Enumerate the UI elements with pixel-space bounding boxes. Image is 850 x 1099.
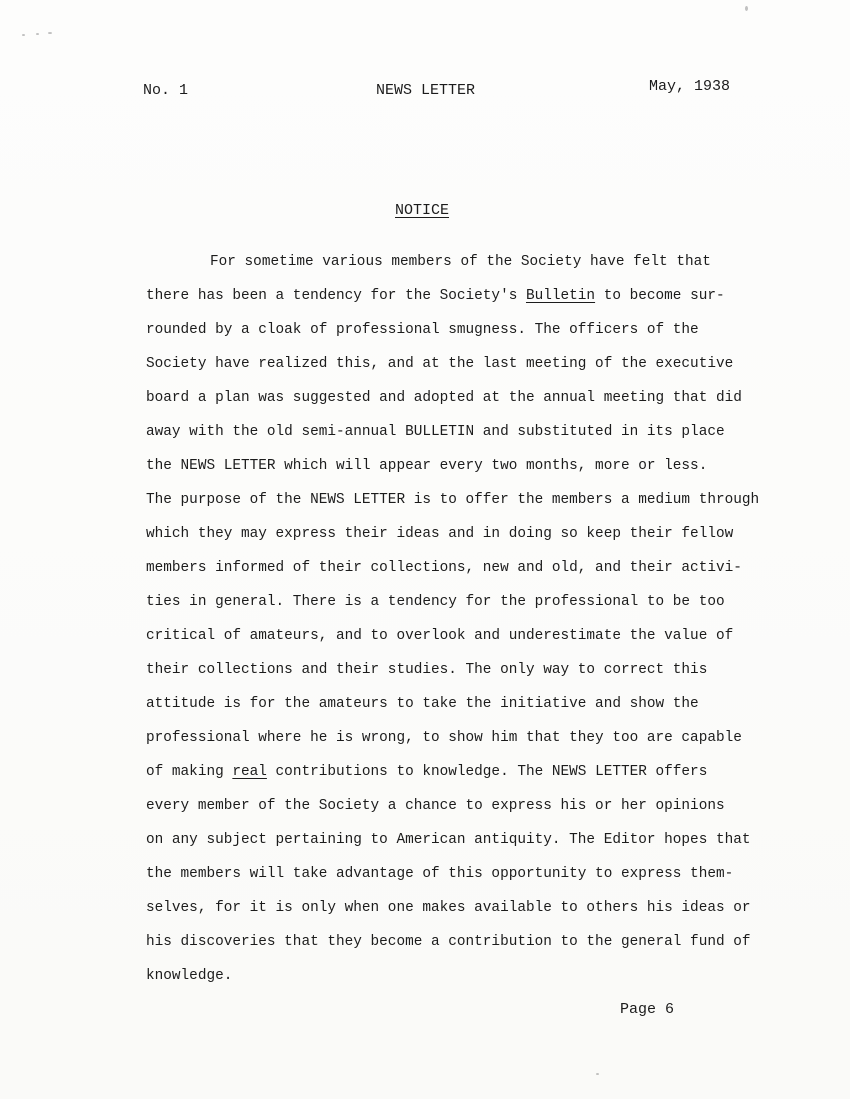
body-line: For sometime various members of the Society have felt that — [210, 254, 711, 270]
body-line: board a plan was suggested and adopted at the annual meeting that did — [146, 390, 742, 406]
body-line: which they may express their ideas and in doing so keep their fellow — [146, 526, 734, 542]
body-line: rounded by a cloak of professional smugness. The officers of the — [146, 322, 699, 338]
body-line: ties in general. There is a tendency for the professional to be too — [146, 594, 725, 610]
paper-speck — [22, 34, 25, 36]
body-line: there has been a tendency for the Society's Bulletin to become sur- — [146, 288, 725, 304]
paper-speck — [596, 1073, 599, 1075]
issue-number: No. 1 — [143, 82, 189, 99]
real-emphasis: real — [232, 764, 267, 780]
body-line: Society have realized this, and at the last meeting of the executive — [146, 356, 734, 372]
body-line: professional where he is wrong, to show him that they too are capable — [146, 730, 742, 746]
body-line: attitude is for the amateurs to take the initiative and show the — [146, 696, 699, 712]
body-line: knowledge. — [146, 968, 233, 984]
body-line: the members will take advantage of this opportunity to express them- — [146, 866, 734, 882]
body-line: his discoveries that they become a contribution to the general fund of — [146, 934, 751, 950]
page-number: Page 6 — [620, 1001, 675, 1018]
body-line: away with the old semi-annual BULLETIN and substituted in its place — [146, 424, 725, 440]
bulletin-emphasis: Bulletin — [525, 288, 596, 304]
publication-title: NEWS LETTER — [376, 82, 476, 99]
notice-body — [146, 252, 760, 1000]
body-line: every member of the Society a chance to express his or her opinions — [146, 798, 725, 814]
body-line: the NEWS LETTER which will appear every two months, more or less. — [146, 458, 708, 474]
body-line: selves, for it is only when one makes available to others his ideas or — [146, 900, 751, 916]
paper-speck — [745, 6, 748, 11]
issue-date: May, 1938 — [649, 78, 731, 95]
paper-speck — [36, 33, 39, 35]
body-line: critical of amateurs, and to overlook and underestimate the value of — [146, 628, 734, 644]
body-line: The purpose of the NEWS LETTER is to offer the members a medium through — [146, 492, 760, 508]
paper-speck — [48, 32, 52, 34]
notice-heading: NOTICE — [395, 202, 450, 219]
page-header — [143, 78, 743, 106]
body-line: on any subject pertaining to American antiquity. The Editor hopes that — [146, 832, 751, 848]
body-line: members informed of their collections, new and old, and their activi- — [146, 560, 742, 576]
body-line: their collections and their studies. The only way to correct this — [146, 662, 708, 678]
body-line: of making real contributions to knowledge. The NEWS LETTER offers — [146, 764, 708, 780]
